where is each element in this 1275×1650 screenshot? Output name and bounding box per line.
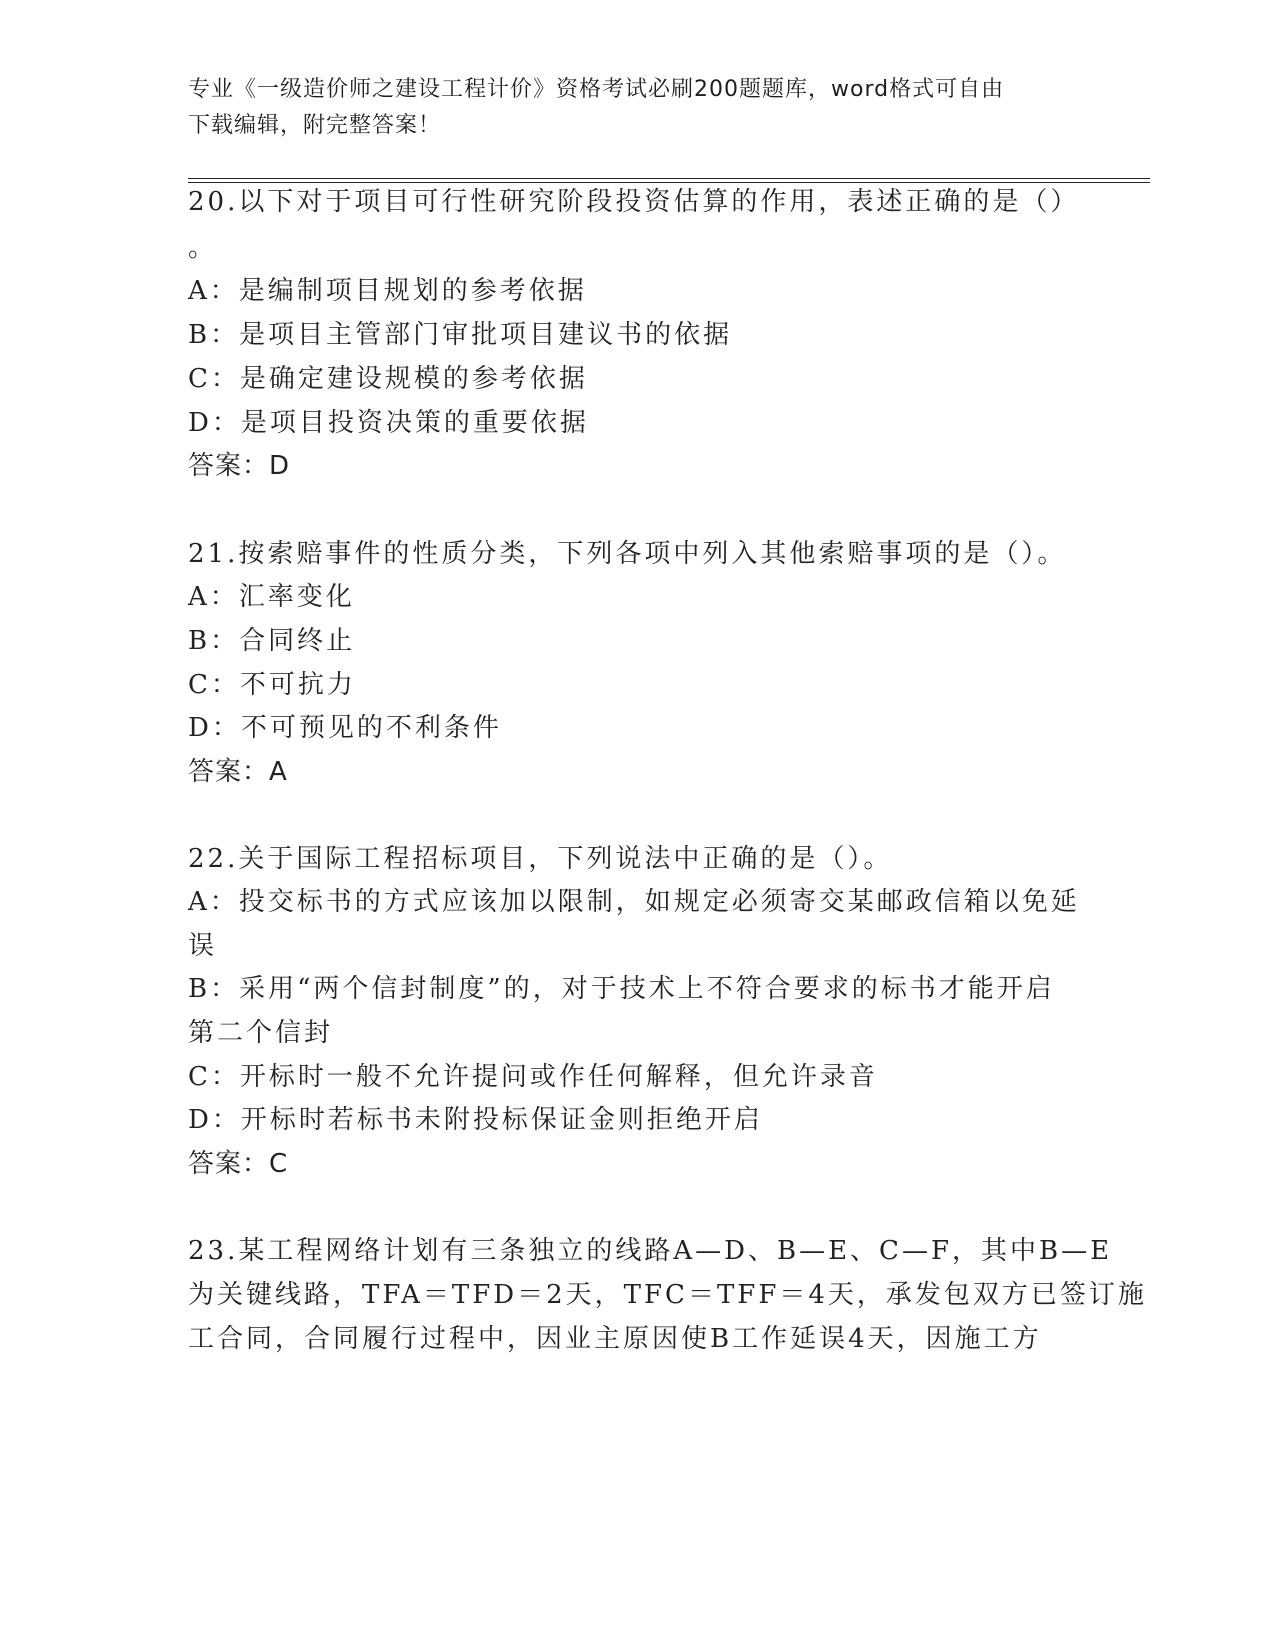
- question-20-option-b: B：是项目主管部门审批项目建议书的依据: [188, 320, 733, 350]
- question-21-stem: 21.按索赔事件的性质分类，下列各项中列入其他索赔事项的是（）。: [188, 539, 1067, 569]
- question-22-answer: 答案：C: [188, 1149, 289, 1179]
- question-20-stem-line-1: 20.以下对于项目可行性研究阶段投资估算的作用，表述正确的是（）: [188, 187, 1080, 217]
- question-21-answer: 答案：A: [188, 757, 288, 787]
- question-23-stem-line-1: 23.某工程网络计划有三条独立的线路A—D、B—E、C—F，其中B—E: [188, 1236, 1113, 1266]
- question-22-option-a-line-1: A：投交标书的方式应该加以限制，如规定必须寄交某邮政信箱以免延: [188, 887, 1080, 917]
- question-21-option-b: B：合同终止: [188, 626, 356, 656]
- question-22-option-c: C：开标时一般不允许提问或作任何解释，但允许录音: [188, 1062, 878, 1092]
- question-22-option-a-line-2: 误: [188, 931, 218, 961]
- header-divider-bottom: [188, 182, 1150, 183]
- question-20-option-a: A：是编制项目规划的参考依据: [188, 276, 587, 306]
- header-line-1: 专业《一级造价师之建设工程计价》资格考试必刷200题题库，word格式可自由: [188, 77, 1005, 102]
- header-line-2: 下载编辑，附完整答案！: [188, 113, 442, 138]
- header-divider-top: [188, 178, 1150, 179]
- question-22-option-b-line-1: B：采用“两个信封制度”的，对于技术上不符合要求的标书才能开启: [188, 974, 1055, 1004]
- question-21-option-a: A：汇率变化: [188, 582, 355, 612]
- question-21-option-c: C：不可抗力: [188, 670, 356, 700]
- question-20-stem-line-2: 。: [188, 233, 218, 263]
- question-20-answer: 答案：D: [188, 451, 291, 481]
- question-23-stem-line-2: 为关键线路，TFA＝TFD＝2天，TFC＝TFF＝4天，承发包双方已签订施: [188, 1280, 1147, 1310]
- question-20-option-c: C：是确定建设规模的参考依据: [188, 364, 588, 394]
- document-header: [188, 72, 1068, 144]
- question-21-option-d: D：不可预见的不利条件: [188, 713, 502, 743]
- question-22-stem: 22.关于国际工程招标项目，下列说法中正确的是（）。: [188, 844, 893, 874]
- question-20-option-d: D：是项目投资决策的重要依据: [188, 408, 589, 438]
- question-22-option-d: D：开标时若标书未附投标保证金则拒绝开启: [188, 1105, 763, 1135]
- question-22-option-b-line-2: 第二个信封: [188, 1018, 334, 1048]
- question-23-stem-line-3: 工合同，合同履行过程中，因业主原因使B工作延误4天，因施工方: [188, 1324, 1042, 1354]
